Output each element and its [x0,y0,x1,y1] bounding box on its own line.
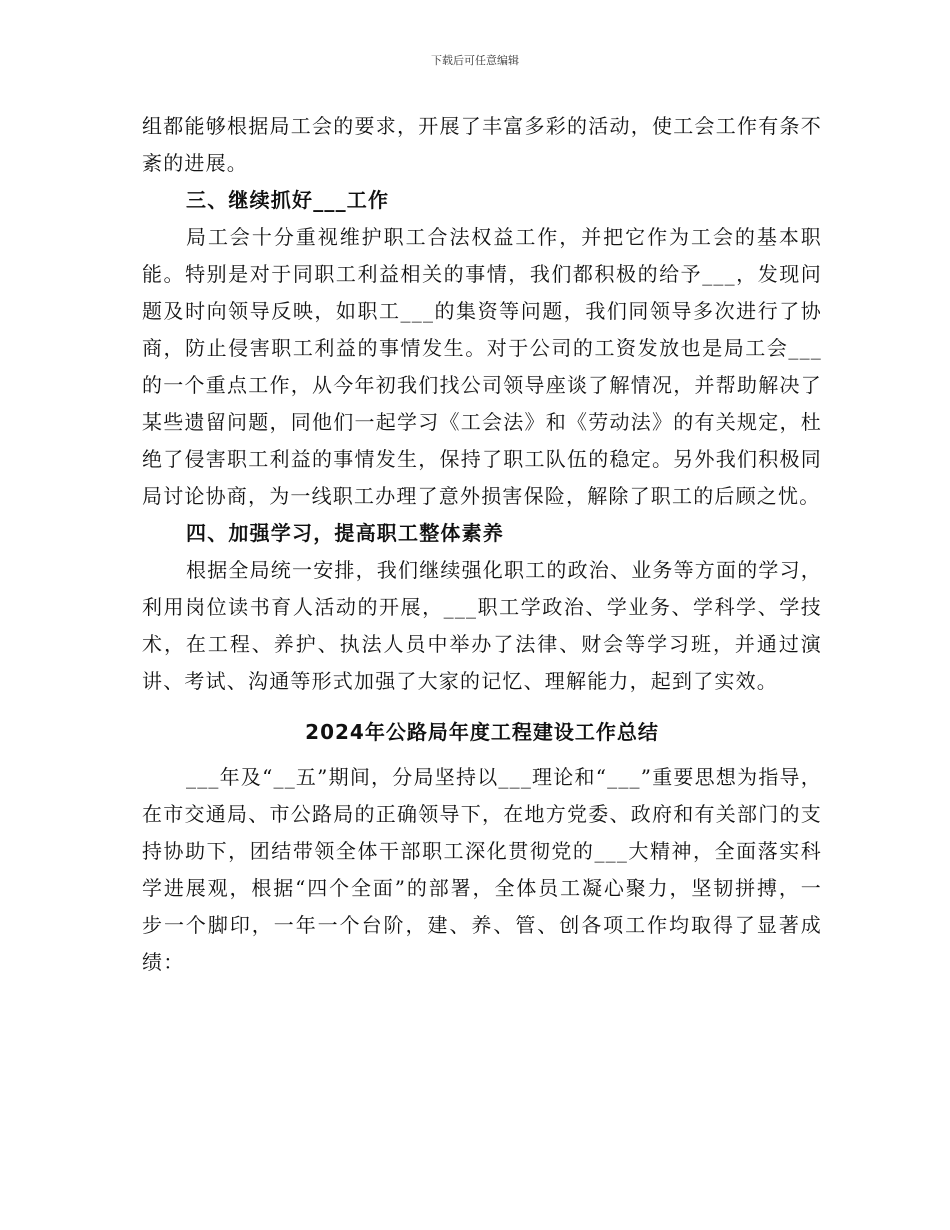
paragraph-rights-protection: 局工会十分重视维护职工合法权益工作，并把它作为工会的基本职能。特别是对于同职工利益相关的事情，我们都积极的给予___，发现问题及时向领导反映，如职工___的集资等问题，我们同领导多次进行了协商，防止侵害职工利益的事情发生。对于公司的工资发放也是局工会___的一个重点工作，从今年初我们找公司领导座谈了解情况，并帮助解决了某些遗留问题，同他们一起学习《工会法》和《劳动法》的有关规定，杜绝了侵害职工利益的事情发生，保持了职工队伍的稳定。另外我们积极同局讨论协商，为一线职工办理了意外损害保险，解除了职工的后顾之忧。 [142,225,822,508]
paragraph-continuation: 组都能够根据局工会的要求，开展了丰富多彩的活动，使工会工作有条不紊的进展。 [142,114,822,175]
document-body [142,108,822,981]
section-heading-3: 三、继续抓好___工作 [186,188,390,212]
page-header: 下载后可任意编辑 [431,54,519,67]
paragraph-learning: 根据全局统一安排，我们继续强化职工的政治、业务等方面的学习，利用岗位读书育人活动的开展，___职工学政治、学业务、学科学、学技术，在工程、养护、执法人员中举办了法律、财会等学习班，并通过演讲、考试、沟通等形式加强了大家的记忆、理解能力，起到了实效。 [142,558,822,693]
document-title: 2024年公路局年度工程建设工作总结 [305,720,659,744]
section-heading-4: 四、加强学习，提高职工整体素养 [186,521,504,545]
paragraph-summary-intro: ___年及“__五”期间，分局坚持以___理论和“___”重要思想为指导，在市交通局、市公路局的正确领导下，在地方党委、政府和有关部门的支持协助下，团结带领全体干部职工深化贯彻党的___大精神，全面落实科学进展观，根据“四个全面”的部署，全体员工凝心聚力，坚韧拼搏，一步一个脚印，一年一个台阶，建、养、管、创各项工作均取得了显著成绩： [142,765,822,974]
